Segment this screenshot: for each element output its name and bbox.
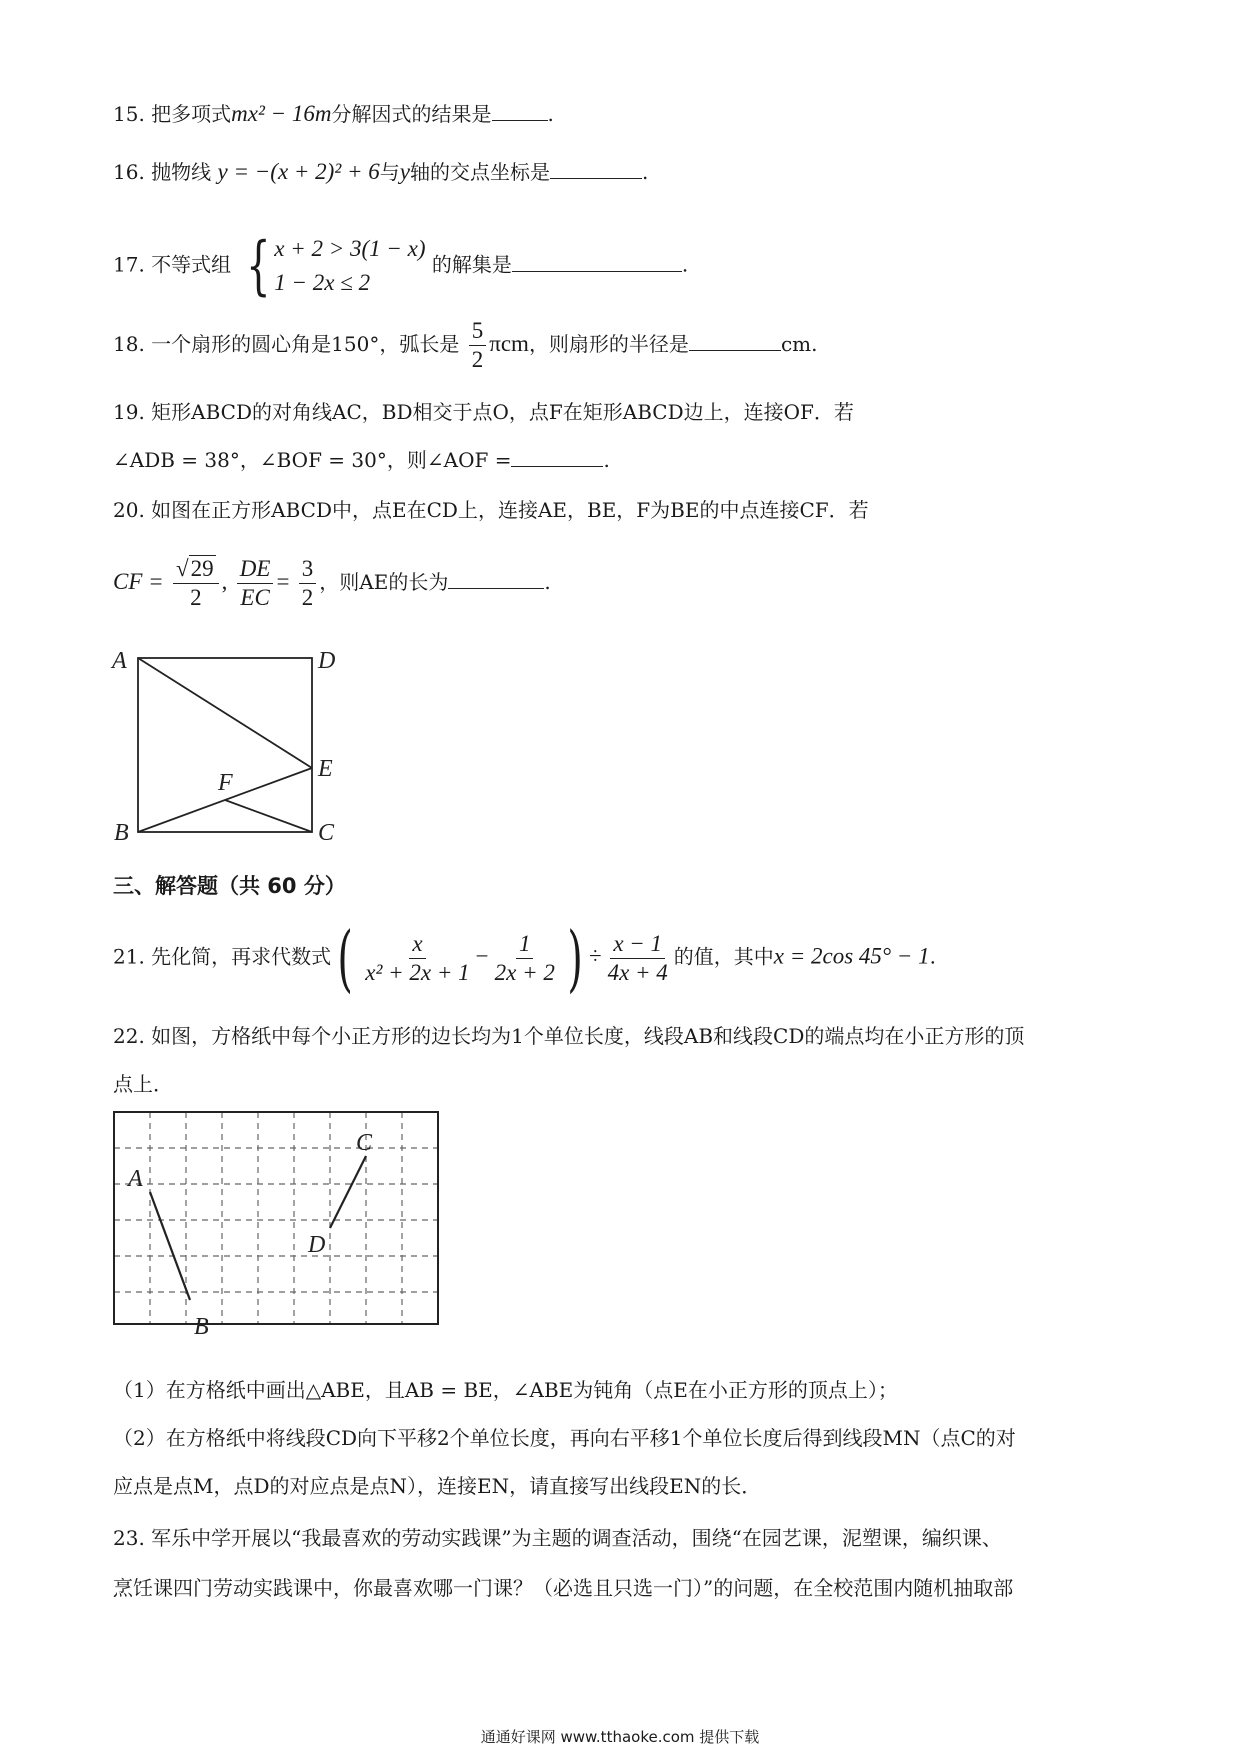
q23-line1: 军乐中学开展以“我最喜欢的劳动实践课”为主题的调查活动，围绕“在园艺课，泥塑课，编织课、 xyxy=(151,1526,1002,1550)
q18-end: cm. xyxy=(780,332,818,356)
segment-cf xyxy=(225,800,312,832)
q16-text-a: 抛物线 xyxy=(151,160,212,184)
q17-number: 17. xyxy=(113,252,145,277)
square-abcd xyxy=(138,658,312,832)
label-c: C xyxy=(318,820,335,846)
q19-end: . xyxy=(603,448,610,472)
q21-f3-den: 4x + 4 xyxy=(607,959,668,985)
q16-answer-blank xyxy=(550,158,642,179)
q22-part2a-text: （2）在方格纸中将线段CD向下平移2个单位长度，再向右平移1个单位长度后得到线段MN（点C的对 xyxy=(113,1426,1016,1450)
q18-frac-den: 2 xyxy=(471,347,484,372)
q15-end: . xyxy=(547,102,554,126)
q20-text-b: ，则AE的长为 xyxy=(319,570,449,594)
q20-cf: CF = xyxy=(113,569,164,594)
grid-label-c: C xyxy=(356,1130,373,1156)
q22-part2b-text: 应点是点M，点D的对应点是点N），连接EN，请直接写出线段EN的长． xyxy=(113,1474,762,1498)
q21-f3-num: x − 1 xyxy=(610,931,665,959)
q21-f2-den: 2x + 2 xyxy=(494,959,555,985)
q20-answer-blank xyxy=(448,568,544,589)
q20-eq: = xyxy=(276,569,290,594)
q22-grid-figure xyxy=(112,1110,444,1358)
q20-den1: 2 xyxy=(190,585,202,610)
q15-text-b: 分解因式的结果是 xyxy=(331,102,492,126)
q19-answer-blank xyxy=(511,446,603,467)
q20-number: 20. xyxy=(113,498,145,522)
q20-fraction3 xyxy=(299,556,317,611)
page-footer: 通通好课网 www.tthaoke.com 提供下载 xyxy=(480,1728,760,1746)
q18-unit: πcm xyxy=(489,331,529,356)
section-3-heading: 三、解答题（共 60 分） xyxy=(113,874,346,898)
q21-number: 21. xyxy=(113,944,145,969)
q21-left-paren: ( xyxy=(337,916,353,1000)
q20-end: . xyxy=(544,570,551,594)
q17-answer-blank xyxy=(512,251,682,272)
question-15 xyxy=(113,100,554,128)
q20-frac2-den: EC xyxy=(240,585,270,610)
q15-expression: mx² − 16m xyxy=(231,101,332,126)
question-19-line1 xyxy=(113,398,854,426)
label-e: E xyxy=(318,756,333,782)
q22-part2-line1 xyxy=(113,1424,1016,1452)
q21-f2-num: 1 xyxy=(516,931,534,959)
q21-f1-num: x xyxy=(409,931,425,959)
q19-number: 19. xyxy=(113,400,145,424)
q17-system xyxy=(238,229,426,303)
q15-text-a: 把多项式 xyxy=(151,102,232,126)
question-22-line2 xyxy=(113,1070,173,1098)
q18-text-b: ，则扇形的半径是 xyxy=(528,332,689,356)
q21-condition: x = 2cos 45° − 1 xyxy=(773,943,930,969)
q18-number: 18. xyxy=(113,332,145,356)
q23-number: 23. xyxy=(113,1526,145,1550)
question-22-line1 xyxy=(113,1022,1024,1050)
q16-text-b: 与 xyxy=(379,160,400,184)
q22-part2-line2 xyxy=(113,1472,761,1500)
segment-ab xyxy=(150,1192,190,1300)
q21-right-paren: ) xyxy=(567,916,583,1000)
q20-frac2-num: DE xyxy=(237,556,274,584)
q21-text-b: 的值，其中 xyxy=(673,944,774,969)
q20-line1: 如图在正方形ABCD中，点E在CD上，连接AE，BE，F为BE的中点连接CF．若 xyxy=(151,498,869,522)
q21-minus: − xyxy=(475,943,489,969)
segment-cd xyxy=(330,1156,366,1228)
q19-line1: 矩形ABCD的对角线AC，BD相交于点O，点F在矩形ABCD边上，连接OF．若 xyxy=(151,400,854,424)
q18-fraction xyxy=(469,318,487,373)
question-17 xyxy=(113,229,689,303)
q17-brace: { xyxy=(245,229,271,303)
question-23-line1 xyxy=(113,1524,1002,1552)
q23-line2: 烹饪课四门劳动实践课中，你最喜欢哪一门课？（必选且只选一门）”的问题，在全校范围内随机抽取部 xyxy=(113,1576,1014,1600)
q16-number: 16. xyxy=(113,160,145,184)
q21-text-a: 先化简，再求代数式 xyxy=(151,944,332,969)
question-16 xyxy=(113,158,648,186)
q21-fraction1 xyxy=(362,931,472,986)
grid-label-d: D xyxy=(308,1232,326,1258)
label-a: A xyxy=(112,648,127,674)
label-f: F xyxy=(218,770,233,796)
q20-sqrt: 29 xyxy=(190,556,214,581)
q17-text-a: 不等式组 xyxy=(151,252,232,277)
q21-f1-den: x² + 2x + 1 xyxy=(365,959,470,985)
q16-end: . xyxy=(641,160,649,184)
q22-part1 xyxy=(113,1376,898,1404)
q17-end: . xyxy=(681,252,689,277)
q17-row2: 1 − 2x ≤ 2 xyxy=(274,270,371,295)
q20-frac3-den: 2 xyxy=(301,585,314,610)
q18-frac-num: 5 xyxy=(469,318,487,346)
q16-expression: y = −(x + 2)² + 6 xyxy=(217,159,380,184)
grid-label-b: B xyxy=(194,1314,209,1340)
q15-number: 15. xyxy=(113,102,145,126)
q17-text-b: 的解集是 xyxy=(431,252,512,277)
q18-answer-blank xyxy=(689,330,781,351)
q17-row1: x + 2 > 3(1 − x) xyxy=(274,236,426,261)
label-b: B xyxy=(114,820,129,846)
question-19-line2 xyxy=(113,446,610,474)
q21-div: ÷ xyxy=(588,943,602,969)
q22-number: 22. xyxy=(113,1024,145,1048)
q18-text-a: 一个扇形的圆心角是150°，弧长是 xyxy=(151,332,460,356)
q15-answer-blank xyxy=(492,100,548,121)
q16-text-c: 轴的交点坐标是 xyxy=(409,160,550,184)
question-20-line1 xyxy=(113,496,869,524)
label-d: D xyxy=(318,648,336,674)
q22-line2: 点上． xyxy=(113,1072,173,1096)
q16-var: y xyxy=(399,159,410,184)
q20-fraction2 xyxy=(237,556,274,611)
question-23-line2 xyxy=(113,1574,1013,1602)
q21-fraction2 xyxy=(492,931,558,986)
question-21 xyxy=(113,916,937,1000)
q20-frac3-num: 3 xyxy=(299,556,317,584)
question-20-line2: CF = $\frac{√29}{2}$ , $\frac{DE}{EC}$ = $\frac{3}{2}$ ，则AE的长为 . xyxy=(113,556,551,610)
grid-label-a: A xyxy=(128,1166,143,1192)
segment-ae xyxy=(138,658,312,768)
q22-line1: 如图，方格纸中每个小正方形的边长均为1个单位长度，线段AB和线段CD的端点均在小正方形的顶 xyxy=(151,1024,1025,1048)
question-18 xyxy=(113,318,817,373)
q21-fraction3 xyxy=(605,931,671,986)
q22-part1-text: （1）在方格纸中画出△ABE，且AB = BE，∠ABE为钝角（点E在小正方形的顶点上）； xyxy=(113,1378,898,1402)
q19-line2: ∠ADB = 38°，∠BOF = 30°，则∠AOF = xyxy=(113,448,512,472)
q20-fraction1: $\frac{√29}{2}$ xyxy=(173,556,219,611)
q20-square-figure xyxy=(108,640,368,852)
q21-end: . xyxy=(929,944,937,969)
